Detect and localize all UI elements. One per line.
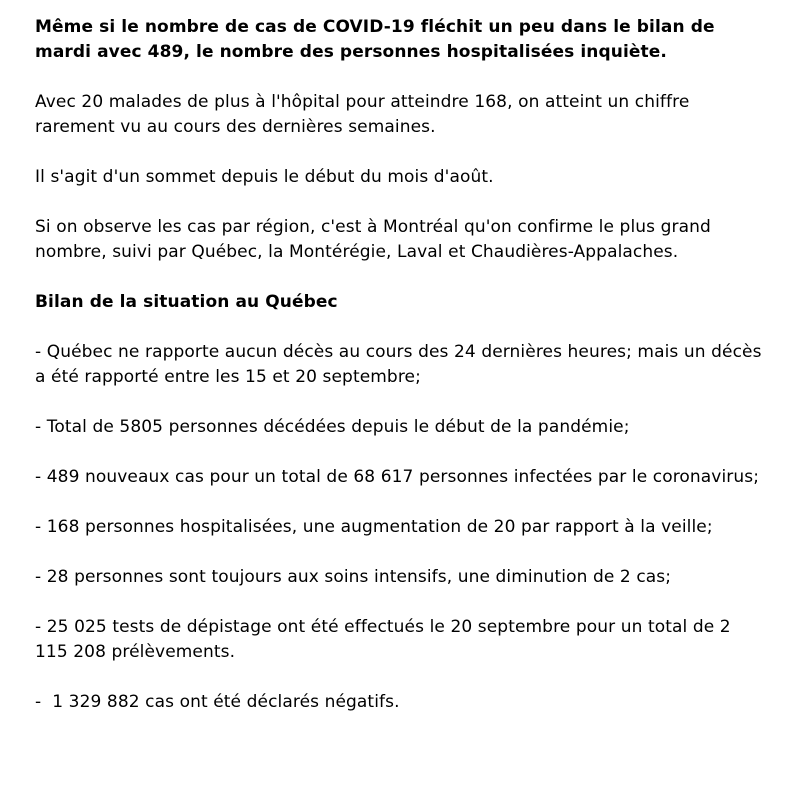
article-paragraph: Avec 20 malades de plus à l'hôpital pour atteindre 168, on atteint un chiffre rarement vu au cours des dernières semaines. [35, 92, 690, 137]
bullet-item: - 1 329 882 cas ont été déclarés négatifs. [35, 692, 400, 712]
bullet-item: - 25 025 tests de dépistage ont été effectués le 20 septembre pour un total de 2 115 208 prélèvements. [35, 617, 737, 662]
bullet-item: - 168 personnes hospitalisées, une augmentation de 20 par rapport à la veille; [35, 517, 713, 537]
bullet-item: - 489 nouveaux cas pour un total de 68 617 personnes infectées par le coronavirus; [35, 467, 760, 487]
bullet-item: - Total de 5805 personnes décédées depuis le début de la pandémie; [35, 417, 630, 437]
bullet-item: - 28 personnes sont toujours aux soins intensifs, une diminution de 2 cas; [35, 567, 672, 587]
bullet-item: - Québec ne rapporte aucun décès au cours des 24 dernières heures; mais un décès a été rapporté entre les 15 et 20 septembre; [35, 342, 768, 387]
article-body [35, 15, 768, 740]
article-paragraph: Il s'agit d'un sommet depuis le début du mois d'août. [35, 167, 494, 187]
section-heading: Bilan de la situation au Québec [35, 292, 338, 312]
article-lead: Même si le nombre de cas de COVID-19 fléchit un peu dans le bilan de mardi avec 489, le nombre des personnes hospitalisées inquiète. [35, 17, 715, 62]
article-paragraph: Si on observe les cas par région, c'est à Montréal qu'on confirme le plus grand nombre, suivi par Québec, la Montérégie, Laval et Chaudières-Appalaches. [35, 217, 711, 262]
